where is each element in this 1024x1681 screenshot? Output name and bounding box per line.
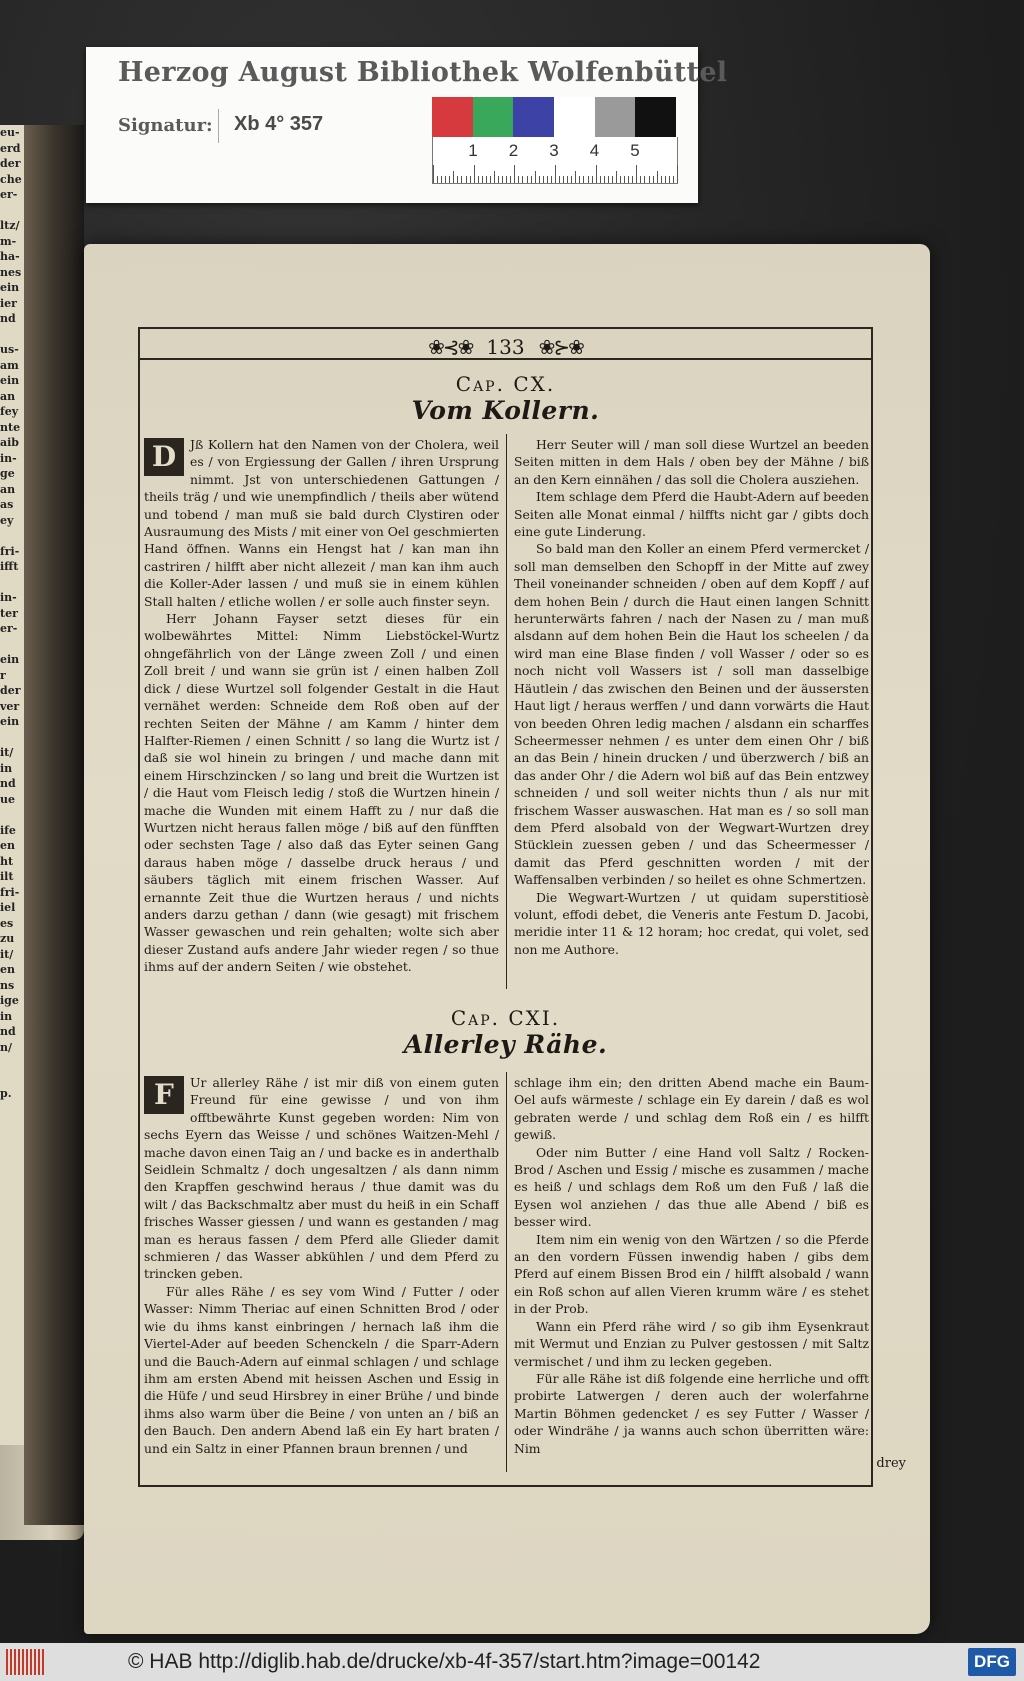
margin-fragment: er- bbox=[0, 188, 18, 201]
paragraph: Oder nim Butter / eine Hand voll Saltz / Rocken-Brod / Aschen und Essig / mische es zusammen / mache es heiß / und schlags dem Roß um den Fuß / laß die Eysen wol anziehen / das thue alle Abend / biß es besser wird. bbox=[514, 1144, 869, 1230]
margin-fragment: ifft bbox=[0, 560, 19, 573]
column-divider bbox=[506, 1072, 507, 1472]
signature-value: Xb 4° 357 bbox=[234, 113, 324, 135]
margin-fragment: ha- bbox=[0, 250, 20, 263]
ruler-tick bbox=[531, 176, 532, 183]
ruler-tick bbox=[592, 176, 593, 183]
page-number: 133 bbox=[486, 335, 525, 359]
ruler-number: 4 bbox=[589, 141, 600, 160]
chapter-number: Cap. CX. bbox=[455, 372, 556, 396]
margin-fragment: fri- bbox=[0, 885, 20, 899]
barcode-stripe bbox=[30, 1649, 32, 1675]
ruler-tick bbox=[677, 165, 678, 183]
ruler-tick bbox=[563, 176, 564, 183]
ruler-tick bbox=[453, 171, 454, 183]
ruler-tick bbox=[551, 176, 552, 183]
margin-fragment bbox=[0, 203, 24, 219]
margin-fragment: ue bbox=[0, 792, 15, 806]
margin-fragment: ge bbox=[0, 467, 15, 480]
barcode-stripe bbox=[38, 1649, 40, 1675]
margin-fragment: in bbox=[0, 1009, 13, 1023]
color-swatch bbox=[595, 97, 636, 137]
paragraph: Ur allerley Rähe / ist mir diß von einem guten Freund für eine gewisse / und von ihm offtbewährte Kunst gegeben worden: Nim von sechs Eyern das Weisse / und schönes Waitzen-Mehl / mache davon einen Taig an / und backe es in anderthalb Seidlein Schmaltz / doch ungesaltzen / als dann nimm den Krapffen geschwind heraus / thue damit was du wilt / das Backschmaltz aber must du heiß in ein Schaff frisches Wasser giessen / und wann es gestanden / mag man es heraus fassen / dem Pferd alle Glieder damit schmieren / das Wasser abkühlen / und dem Pferd zu trincken geben. bbox=[144, 1075, 499, 1282]
ruler-tick bbox=[461, 176, 462, 183]
margin-fragment: an bbox=[0, 389, 16, 403]
margin-fragment: ein bbox=[0, 374, 20, 387]
margin-fragment: ige bbox=[0, 994, 19, 1007]
margin-fragment: ns bbox=[0, 978, 15, 992]
margin-fragment bbox=[0, 1055, 24, 1071]
ruler-tick bbox=[653, 176, 654, 183]
ruler-tick bbox=[669, 176, 670, 183]
ruler-tick bbox=[466, 176, 467, 183]
margin-fragment bbox=[0, 1071, 24, 1087]
signature-separator bbox=[218, 109, 219, 143]
drop-capital: D bbox=[144, 438, 184, 476]
margin-fragment: ein bbox=[0, 715, 20, 728]
margin-fragment: ein bbox=[0, 653, 20, 666]
margin-fragment: fri- bbox=[0, 544, 20, 558]
barcode-stripe bbox=[42, 1649, 44, 1675]
chapter-cxi-right-column bbox=[514, 1074, 869, 1474]
color-swatch bbox=[513, 97, 554, 137]
chapter-cxi-left-column bbox=[144, 1074, 499, 1474]
ruler-number: 5 bbox=[630, 141, 640, 160]
ruler-tick bbox=[632, 176, 633, 183]
head-rule bbox=[138, 358, 871, 360]
margin-fragment bbox=[0, 807, 24, 823]
ruler-tick bbox=[649, 176, 650, 183]
margin-fragment: it/ bbox=[0, 947, 14, 961]
ruler-tick bbox=[510, 176, 511, 183]
margin-fragment: es bbox=[0, 916, 14, 930]
ruler-tick bbox=[636, 165, 637, 183]
margin-fragment: r bbox=[0, 668, 6, 682]
ruler-tick bbox=[567, 176, 568, 183]
margin-fragment: nd bbox=[0, 312, 16, 325]
chapter-cx-heading bbox=[140, 372, 871, 425]
barcode-stripe bbox=[6, 1649, 8, 1675]
margin-fragment: eu- bbox=[0, 126, 20, 139]
margin-fragment: ilt bbox=[0, 870, 14, 883]
margin-fragment: ife bbox=[0, 823, 16, 837]
ruler-number: 1 bbox=[468, 141, 478, 160]
ruler-tick bbox=[457, 176, 458, 183]
ruler-tick bbox=[644, 176, 645, 183]
paragraph: Für alle Rähe ist diß folgende eine herrliche und offt probirte Latwergen / deren auch der wolerfahrne Martin Böhmen gedencket / es sey Futter / Wasser / oder Windrähe / ja wanns auch schon überritten wäre: Nim bbox=[514, 1370, 869, 1456]
margin-fragment: zu bbox=[0, 932, 15, 945]
ruler-number: 3 bbox=[549, 141, 559, 160]
margin-fragment: ey bbox=[0, 513, 14, 527]
margin-fragment: iel bbox=[0, 901, 16, 914]
paragraph: Item nim ein wenig von den Wärtzen / so die Pferde an den vordern Füssen inwendig haben / gibs dem Pferd auf einem Bissen Brod ein / hilfft alsobald / wann ein Roß schon auf allen Vieren krumm wäre / es stehet in der Prob. bbox=[514, 1231, 869, 1317]
ruler-tick bbox=[470, 176, 471, 183]
scale-ruler bbox=[432, 137, 678, 184]
margin-fragment: in- bbox=[0, 451, 17, 465]
ruler-tick bbox=[506, 176, 507, 183]
ruler-tick bbox=[575, 171, 576, 183]
color-swatch bbox=[635, 97, 676, 137]
ruler-tick bbox=[539, 176, 540, 183]
copyright-url[interactable]: © HAB http://diglib.hab.de/drucke/xb-4f-357/start.htm?image=00142 bbox=[128, 1650, 761, 1673]
ruler-tick bbox=[579, 176, 580, 183]
margin-fragment: ter bbox=[0, 606, 18, 620]
signature-label: Signatur: bbox=[118, 115, 213, 136]
margin-fragment: der bbox=[0, 684, 21, 697]
library-name: Herzog August Bibliothek Wolfenbüttel bbox=[118, 57, 728, 88]
ruler-tick bbox=[559, 176, 560, 183]
margin-fragment: en bbox=[0, 963, 15, 976]
margin-fragment: nes bbox=[0, 265, 22, 279]
ruler-tick bbox=[437, 176, 438, 183]
book-page bbox=[84, 244, 930, 1634]
paragraph: Wann ein Pferd rähe wird / so gib ihm Eysenkraut mit Wermut und Enzian zu Pulver gestossen / mit Saltz vermischet / und ihm zu lecken gegeben. bbox=[514, 1318, 869, 1369]
margin-fragment: nd bbox=[0, 1025, 16, 1038]
ruler-tick bbox=[555, 165, 556, 183]
ruler-tick bbox=[628, 176, 629, 183]
margin-fragment bbox=[0, 528, 24, 544]
ruler-tick bbox=[657, 171, 658, 183]
ruler-tick bbox=[640, 176, 641, 183]
margin-fragment: ltz/ bbox=[0, 219, 20, 232]
paragraph: Item schlage dem Pferd die Haubt-Adern auf beeden Seiten alle Monat einmal / hilffts nicht gar / gibts doch eine gute Linderung. bbox=[514, 489, 869, 540]
ruler-tick bbox=[441, 176, 442, 183]
ruler-tick bbox=[482, 176, 483, 183]
chapter-cx-right-column bbox=[514, 436, 869, 996]
head-ornament-left: ❀⊰❀ bbox=[428, 335, 473, 359]
ruler-tick bbox=[490, 176, 491, 183]
paragraph: So bald man den Koller an einem Pferd vermercket / soll man demselben den Schopff in der Mitte auf zwey Theil voneinander schneiden / oben auf dem Kopff / auf dem hohen Bein / durch die Haut einen langen Schnitt herunterwärts fahren / nach der Nasen zu / man muß alsdann auf dem hohen Bein die Haut los scheelen / da wird man eine Blase finden / voll Wasser / oder so es noch nicht voll Wassers ist / soll man dasselbige Häutlein / das zwischen den Beinen und der äussersten Haut ligt / heraus werffen / und dann vorwärts die Haut von beeden Ohren ledig machen / alsdann ein scharffes Scheermesser nehmen / es unter dem einen Ohr / biß an das Bein / hinein drucken / und überzwerch / biß an das ander Ohr / die Adern wol biß auf das Bein entzwey schneiden / und soll weiter nichts thun / als nur mit frischem Wasser auswaschen. Hat man es / so soll man dem Pferd alsobald von der Wegwart-Wurtzen drey Stücklein zuessen geben / und das Scheermesser / damit das Pferd geschnitten worden / mit der Waffensalben verbinden / so heilet es ohne Schmertzen. bbox=[514, 541, 869, 888]
color-swatch bbox=[554, 97, 595, 137]
color-swatch bbox=[473, 97, 514, 137]
ruler-tick bbox=[474, 165, 475, 183]
ruler-tick bbox=[608, 176, 609, 183]
margin-fragment: ht bbox=[0, 854, 14, 868]
ruler-tick bbox=[665, 176, 666, 183]
chapter-title: Vom Kollern. bbox=[411, 396, 600, 425]
margin-fragment: en bbox=[0, 839, 15, 852]
ruler-tick bbox=[498, 176, 499, 183]
ruler-tick bbox=[514, 165, 515, 183]
ruler-tick bbox=[535, 171, 536, 183]
chapter-cxi-heading bbox=[140, 1006, 871, 1059]
ruler-tick bbox=[624, 176, 625, 183]
margin-fragment: p. bbox=[0, 1087, 12, 1100]
ruler-tick bbox=[527, 176, 528, 183]
chapter-cx-left-column bbox=[144, 436, 499, 996]
margin-fragment: us- bbox=[0, 343, 19, 356]
ruler-tick bbox=[616, 171, 617, 183]
drop-capital: F bbox=[144, 1076, 184, 1114]
color-calibration-swatches bbox=[432, 97, 676, 137]
color-swatch bbox=[432, 97, 473, 137]
margin-fragment bbox=[0, 637, 24, 653]
head-ornament-right: ❀⊱❀ bbox=[538, 335, 583, 359]
barcode-icon bbox=[6, 1649, 46, 1675]
paragraph: Die Wegwart-Wurtzen / ut quidam superstitiosè volunt, effodi debet, die Veneris ante Festum D. Jacobi, meridie inter 11 & 12 horam; hoc credat, qui volet, sed non me Authore. bbox=[514, 889, 869, 957]
margin-fragment: aib bbox=[0, 436, 19, 449]
margin-fragment: an bbox=[0, 482, 16, 496]
dfg-logo: DFG bbox=[968, 1648, 1016, 1676]
ruler-tick bbox=[543, 176, 544, 183]
ruler-tick bbox=[522, 176, 523, 183]
footer-bar bbox=[0, 1643, 1024, 1681]
ruler-number: 2 bbox=[508, 141, 519, 160]
margin-fragment: it/ bbox=[0, 746, 14, 759]
ruler-tick bbox=[673, 176, 674, 183]
ruler-tick bbox=[494, 171, 495, 183]
ruler-tick bbox=[449, 176, 450, 183]
margin-fragment: am bbox=[0, 358, 19, 372]
margin-fragment: n/ bbox=[0, 1040, 13, 1054]
barcode-stripe bbox=[26, 1649, 28, 1675]
paragraph: schlage ihm ein; den dritten Abend mache ein Baum-Oel aufs wärmeste / schlage ein Ey darein / daß es wol gebraten werde / und schlag dem Roß ein / es hilfft gewiß. bbox=[514, 1075, 869, 1143]
margin-fragment: ein bbox=[0, 281, 20, 294]
margin-fragment: nd bbox=[0, 777, 16, 790]
margin-fragment: ver bbox=[0, 699, 20, 713]
ruler-tick bbox=[600, 176, 601, 183]
previous-page-text-fragments bbox=[0, 125, 24, 1445]
margin-fragment: in- bbox=[0, 591, 17, 604]
paragraph: Jß Kollern hat den Namen von der Cholera, weil es / von Ergiessung der Gallen / ihren Ursprung nimmt. Jst von unterschiedenen Gattungen / theils träg / und wie unempfindlich / theils aber wütend und tobend / man muß sie bald durch Clystiren oder Ausraumung des Mists / mit einer von Oel geschmierten Hand öffnen. Wanns ein Hengst hat / kan man ihn castriren / hilfft aber nicht allezeit / man kan ihm auch die Koller-Ader lassen / und muß sie in einem kühlen Stall halten / etliche wollen / er solle auch finster seyn. bbox=[144, 437, 499, 609]
margin-fragment: m- bbox=[0, 234, 17, 248]
ruler-tick bbox=[596, 165, 597, 183]
barcode-stripe bbox=[22, 1649, 24, 1675]
margin-fragment: che bbox=[0, 172, 22, 186]
margin-fragment: er- bbox=[0, 622, 18, 635]
ruler-tick bbox=[486, 176, 487, 183]
barcode-stripe bbox=[14, 1649, 16, 1675]
column-divider bbox=[506, 434, 507, 989]
catchword: drey bbox=[876, 1456, 906, 1471]
ruler-tick bbox=[502, 176, 503, 183]
ruler-tick bbox=[620, 176, 621, 183]
margin-fragment: as bbox=[0, 498, 14, 511]
margin-fragment: der bbox=[0, 157, 21, 170]
ruler-tick bbox=[588, 176, 589, 183]
ruler-tick bbox=[445, 176, 446, 183]
barcode-stripe bbox=[34, 1649, 36, 1675]
ruler-tick bbox=[518, 176, 519, 183]
library-label-card bbox=[86, 47, 728, 203]
margin-fragment: ier bbox=[0, 296, 17, 310]
ruler-tick bbox=[478, 176, 479, 183]
margin-fragment bbox=[0, 730, 24, 746]
ruler-tick bbox=[604, 176, 605, 183]
ruler-tick bbox=[433, 165, 434, 183]
ruler-tick bbox=[571, 176, 572, 183]
barcode-stripe bbox=[18, 1649, 20, 1675]
margin-fragment bbox=[0, 327, 24, 343]
chapter-title: Allerley Rähe. bbox=[403, 1030, 608, 1059]
margin-fragment: nte bbox=[0, 420, 21, 434]
paragraph: Herr Seuter will / man soll diese Wurtzel an beeden Seiten mitten in dem Hals / oben bey der Mähne / biß an den Kern einnähen / das soll die Cholera ausziehen. bbox=[514, 437, 869, 487]
chapter-number: Cap. CXI. bbox=[450, 1006, 561, 1030]
ruler-tick bbox=[612, 176, 613, 183]
ruler-tick bbox=[547, 176, 548, 183]
margin-fragment bbox=[0, 575, 24, 591]
ruler-tick bbox=[661, 176, 662, 183]
paragraph: Herr Johann Fayser setzt dieses für ein wolbewährtes Mittel: Nimm Liebstöckel-Wurtz ohngefährlich von der Länge zween Zoll / und einen Zoll breit / und wann sie grün ist / einen halben Zoll dick / diese Wurtzel soll folgender Gestalt in die Haut vernähet werden: Schneide dem Roß oben auf der rechten Seiten der Mähne / am Kamm / hinter dem Halfter-Riemen / einen Schnitt / so lang die Wurtz ist / daß sie wol hinein zu bringen / und mache dann mit einem Hirschzincken / so lang und breit die Wurtzen ist / die Haut vom Fleisch ledig / stoß die Wurtzen hinein / mache die Wunden mit einem Hafft zu / nur daß die Wurtzen nicht heraus fallen möge / biß auf den fünfften oder sechsten Tage / also daß das Eyter seinen Gang daraus haben möge / dasselbe druck heraus / und säubers täglich mit einem frischen Wasser. Auf ernannte Zeit thue die Wurtzen heraus / und nichts anders darzu gethan / dann (wie gesagt) mit frischem Wasser gewaschen und rein gehalten; wolte sich aber dieser Zustand aufs andere Jahr wieder regen / so thue ihms auf der andern Seiten / wie obstehet. bbox=[144, 611, 499, 975]
paragraph: Für alles Rähe / es sey vom Wind / Futter / oder Wasser: Nimm Theriac auf einen Schnitten Brod / oder wie du ihms kanst einbringen / hernach laß ihm die Viertel-Ader auf beeden Schenckeln / die Sparr-Adern und die Bauch-Adern auf einmal schlagen / und schlage ihm am ersten Abend mit heissen Aschen und Essig in die Hüfe / und seud Hirsbrey in einer Brühe / und binde ihms also warm über die Beine / von unten an / biß an den Bauch. Den andern Abend laß ein Ey hart braten / und ein Saltz in einer Pfannen braun brennen / und bbox=[144, 1283, 499, 1456]
book-gutter bbox=[24, 125, 84, 1525]
ruler-tick bbox=[583, 176, 584, 183]
barcode-stripe bbox=[10, 1649, 12, 1675]
margin-fragment: erd bbox=[0, 141, 21, 155]
margin-fragment: in bbox=[0, 761, 13, 775]
margin-fragment: fey bbox=[0, 405, 19, 418]
